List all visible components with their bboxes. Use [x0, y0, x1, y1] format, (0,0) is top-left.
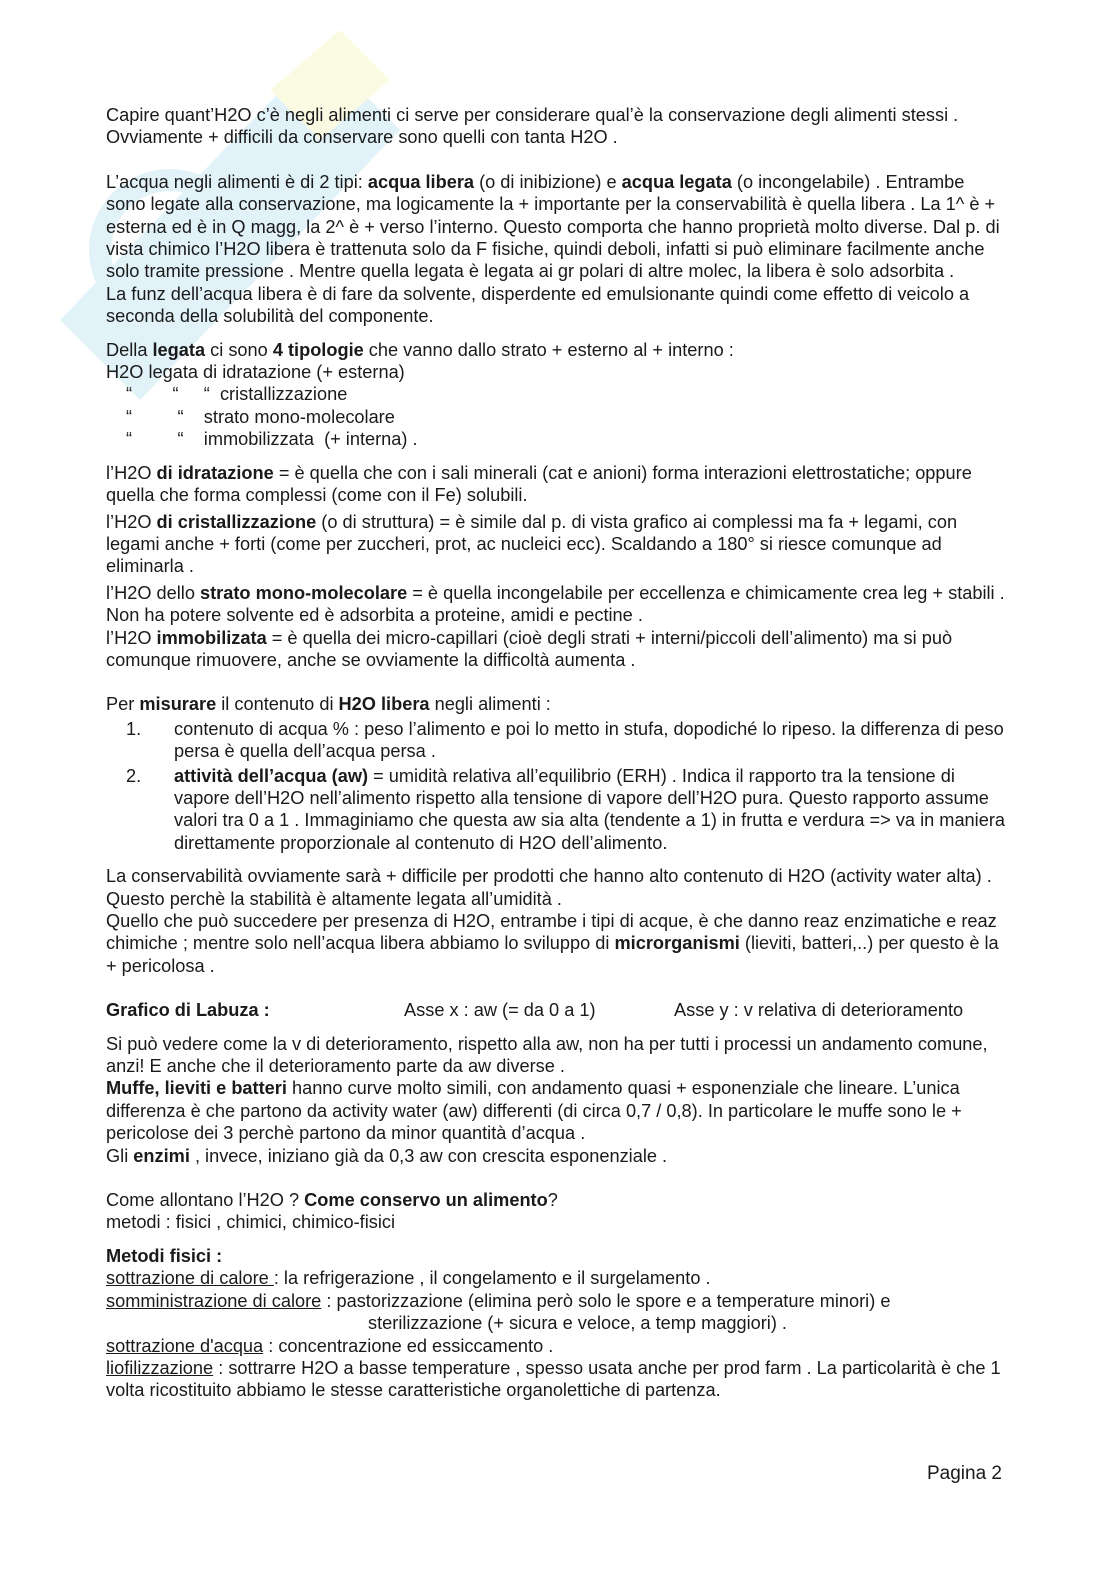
term-bound: legata — [152, 339, 206, 360]
text-span: hanno curve molto simili, con andamento quasi + esponenziale che lineare. L’unica differenza è che partono da activity water (aw) differenti (di circa 0,7 / 0,8). In particolare le muffe sono le + pericolose dei 3 perchè partono da minor quantità d’acqua . — [106, 1078, 962, 1144]
question-line — [106, 1189, 1006, 1211]
term-free-water: acqua libera — [367, 171, 475, 192]
list-text — [174, 765, 1006, 855]
definition-paragraph — [106, 462, 1006, 507]
labuza-title: Grafico di Labuza : — [106, 1000, 270, 1021]
deterioration-paragraph: Si può vedere come la v di deterioramento, rispetto alla aw, non ha per tutti i processi un andamento comune, anzi! E anche che il deterioramento parte da aw diverse . — [106, 1033, 988, 1077]
free-water-function-paragraph: La funz dell’acqua libera è di fare da solvente, disperdente ed emulsionante quindi come effetto di veicolo a seconda della solubilità del componente. — [106, 283, 970, 327]
text-span: Quello che può succedere per presenza di H2O, entrambe i tipi di acque, è che danno reaz enzimatiche e reaz chimiche ; mentre solo nell’acqua libera abbiamo lo sviluppo di — [106, 911, 997, 954]
text-span: L’acqua negli alimenti è di 2 tipi: — [106, 171, 368, 192]
intro-paragraph: Capire quant’H2O c’è negli alimenti ci serve per considerare qual’è la conservazione degli alimenti stessi . Ovviamente + difficili da conservare sono quelli con tanta H2O . — [106, 105, 959, 148]
water-type-definitions — [106, 462, 1006, 672]
text-span: , invece, iniziano già da 0,3 aw con crescita esponenziale . — [189, 1145, 668, 1166]
text-span: Gli — [106, 1145, 134, 1166]
definition-term: strato mono-molecolare — [200, 582, 408, 603]
list-text — [174, 718, 1006, 763]
text-span: Della — [106, 339, 153, 360]
document-page — [106, 104, 1006, 1402]
text-span: l’H2O — [106, 511, 157, 532]
text-span: (o di struttura) = è simile dal p. di vista grafico ai complessi ma fa + legami, con legami anche + forti (come per zuccheri, prot, ac nucleici ecc). Scaldando a 180° si riesce comunque ad eliminarla . — [106, 511, 958, 577]
text-span: (o incongelabile) . Entrambe sono legate alla conservazione, ma logicamente la + importante per la conservabilità è quella libera . La 1^ è + esterna ed è in Q magg, la 2^ è + verso l’interno. Questo comporta che hanno proprietà molto diverse. Dal p. di vista chimico l’H2O libera è trattenuta solo da F fisiche, quindi deboli, infatti si può eliminare facilmente anche solo tramite pressione . Mentre quella legata è legata ai gr polari di altre molec, la libera è solo adsorbita . — [106, 171, 1000, 282]
bound-types-intro — [106, 339, 1006, 361]
enzymes-paragraph — [106, 1145, 1006, 1167]
definition-term: immobilizata — [156, 627, 267, 648]
definition-paragraph — [106, 582, 1006, 627]
labuza-x-axis: Asse x : aw (= da 0 a 1) — [404, 1000, 596, 1021]
text-span: : sottrarre H2O a basse temperature , spesso usata anche per prod farm . La particolarità è che 1 volta ricostituito abbiamo le stesse caratteristiche organolettiche di partenza. — [106, 1357, 1001, 1401]
text-span: (o di inibizione) e — [474, 171, 622, 192]
bound-type-line: H2O legata di idratazione (+ esterna) — [106, 362, 405, 383]
term-bound-water: acqua legata — [621, 171, 732, 192]
term-conserve: Come conservo un alimento — [304, 1190, 548, 1211]
physical-methods-section — [106, 1245, 1006, 1402]
text-span: negli alimenti : — [429, 694, 551, 715]
definition-paragraph — [106, 627, 1006, 672]
text-span: : pastorizzazione (elimina però solo le spore e a temperature minori) e — [321, 1290, 891, 1311]
text-span: ci sono — [205, 339, 273, 360]
list-item — [106, 718, 1006, 763]
molds-paragraph — [106, 1077, 1006, 1144]
text-span: Per — [106, 694, 140, 715]
term-four-types: 4 tipologie — [272, 339, 364, 360]
page-number: Pagina 2 — [926, 1463, 1002, 1484]
term-water-activity: attività dell’acqua (aw) — [174, 765, 369, 786]
text-span: : la refrigerazione , il congelamento e il surgelamento . — [273, 1268, 711, 1289]
labuza-y-axis: Asse y : v relativa di deterioramento — [674, 1000, 964, 1021]
text-span: l’H2O — [106, 627, 157, 648]
text-span: : concentrazione ed essiccamento . — [263, 1335, 554, 1356]
definition-paragraph — [106, 511, 1006, 578]
list-number: 1. — [126, 718, 142, 739]
physical-methods-title: Metodi fisici : — [106, 1245, 223, 1266]
measurement-intro — [106, 693, 1006, 715]
measurement-section — [106, 693, 1006, 854]
term-enzymes: enzimi — [133, 1145, 190, 1166]
measurement-list — [106, 718, 1006, 854]
method-item — [106, 1290, 1006, 1312]
methods-line: metodi : fisici , chimici, chimico-fisici — [106, 1212, 396, 1233]
text-span: il contenuto di — [216, 694, 339, 715]
text-span: contenuto di acqua % : peso l’alimento e poi lo metto in stufa, dopodiché lo ripeso. la differenza di peso persa è quella dell’acqua persa . — [174, 718, 1004, 762]
list-number: 2. — [126, 765, 142, 786]
text-span: (lieviti, batteri,..) per questo è la + pericolosa . — [106, 933, 999, 976]
bound-type-line: “ “ “ cristallizzazione — [126, 384, 348, 405]
term-measure: misurare — [139, 694, 217, 715]
method-item — [106, 1335, 1006, 1357]
method-name: somministrazione di calore — [106, 1290, 322, 1311]
method-name: liofilizzazione — [106, 1357, 214, 1378]
labuza-graph-header — [106, 999, 1006, 1021]
method-name: sottrazione d'acqua — [106, 1335, 264, 1356]
term-free-h2o: H2O libera — [338, 694, 430, 715]
microorganisms-paragraph — [106, 910, 1006, 977]
method-item — [106, 1357, 1006, 1402]
text-span: ? — [547, 1190, 558, 1211]
water-types-paragraph — [106, 171, 1006, 283]
bound-water-types — [106, 339, 1006, 451]
bound-type-line: “ “ immobilizzata (+ interna) . — [126, 429, 418, 450]
removal-question — [106, 1189, 1006, 1234]
term-microorganisms: microrganismi — [614, 933, 740, 954]
text-span: l’H2O — [106, 462, 157, 483]
bound-type-line: “ “ strato mono-molecolare — [126, 406, 395, 427]
method-name: sottrazione di calore — [106, 1268, 274, 1289]
text-span: = è quella incongelabile per eccellenza e chimicamente crea leg + stabili . Non ha potere solvente ed è adsorbita a proteine, amidi e pectine . — [106, 582, 1005, 626]
text-span: = umidità relativa all’equilibrio (ERH) . Indica il rapporto tra la tensione di vapore dell’H2O nell’alimento rispetto alla tensione di vapore dell’H2O pura. Questo rapporto assume valori tra 0 a 1 . Immaginiamo che questa aw sia alta (tendente a 1) in frutta e verdura => va in maniera direttamente proporzionale al contenuto di H2O dell’alimento. — [174, 765, 1006, 853]
method-item-continuation: sterilizzazione (+ sicura e veloce, a temp maggiori) . — [368, 1313, 787, 1334]
list-item — [106, 765, 1006, 855]
definition-term: di idratazione — [156, 462, 274, 483]
text-span: Come allontano l’H2O ? — [106, 1190, 305, 1211]
text-span: l’H2O dello — [106, 582, 201, 603]
text-span: = è quella che con i sali minerali (cat e anioni) forma interazioni elettrostatiche; oppure quella che forma complessi (come con il Fe) solubili. — [106, 462, 972, 506]
definition-term: di cristallizzazione — [156, 511, 317, 532]
text-span: = è quella dei micro-capillari (cioè degli strati + interni/piccoli dell’alimento) ma si può comunque rimuovere, anche se ovviamente la difficoltà aumenta . — [106, 627, 953, 670]
method-item — [106, 1267, 1006, 1289]
conservability-paragraph: La conservabilità ovviamente sarà + difficile per prodotti che hanno alto contenuto di H2O (activity water alta) . Questo perchè la stabilità è altamente legata all’umidità . — [106, 866, 992, 909]
term-molds-yeasts-bacteria: Muffe, lieviti e batteri — [106, 1078, 287, 1099]
text-span: che vanno dallo strato + esterno al + interno : — [363, 339, 734, 360]
